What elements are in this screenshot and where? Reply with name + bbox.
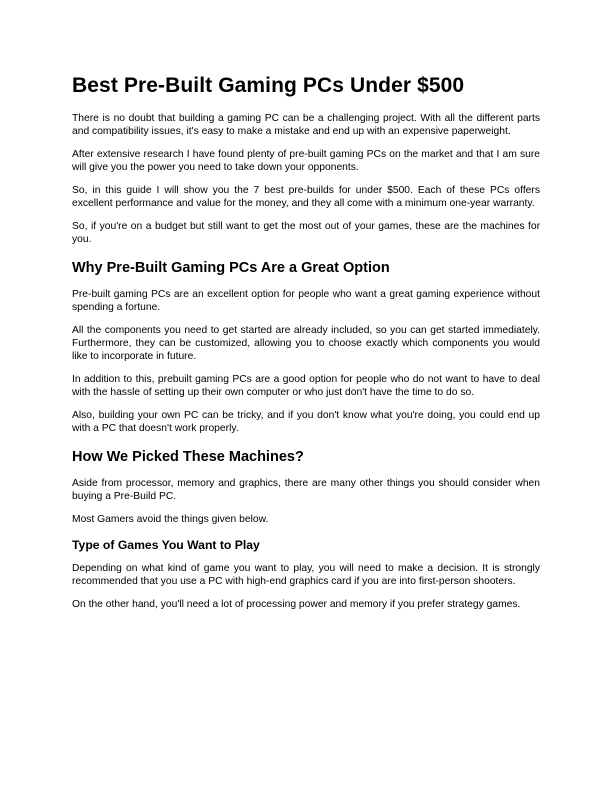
page-title: Best Pre-Built Gaming PCs Under $500 xyxy=(72,74,465,97)
article-body xyxy=(72,112,540,621)
type-paragraph-2: On the other hand, you'll need a lot of processing power and memory if you prefer strategy games. xyxy=(72,599,521,610)
intro-paragraph-1: There is no doubt that building a gaming PC can be a challenging project. With all the different parts and compatibility issues, it's easy to make a mistake and end up with an expensive paperweight. xyxy=(72,113,540,137)
why-paragraph-3: In addition to this, prebuilt gaming PCs are a good option for people who do not want to have to deal with the hassle of setting up their own computer or who just don't have the time to do so. xyxy=(72,374,540,398)
subsection-heading-type: Type of Games You Want to Play xyxy=(72,538,260,552)
intro-paragraph-2: After extensive research I have found plenty of pre-built gaming PCs on the market and that I am sure will give you the power you need to take down your opponents. xyxy=(72,149,540,173)
why-paragraph-1: Pre-built gaming PCs are an excellent option for people who want a great gaming experience without spending a fortune. xyxy=(72,289,540,313)
section-heading-how: How We Picked These Machines? xyxy=(72,449,304,465)
intro-paragraph-3: So, in this guide I will show you the 7 best pre-builds for under $500. Each of these PCs offers excellent performance and value for the money, and they all come with a minimum one-year warranty. xyxy=(72,185,540,209)
why-paragraph-4: Also, building your own PC can be tricky, and if you don't know what you're doing, you could end up with a PC that doesn't work properly. xyxy=(72,410,540,434)
intro-paragraph-4: So, if you're on a budget but still want to get the most out of your games, these are the machines for you. xyxy=(72,221,540,245)
why-paragraph-2: All the components you need to get started are already included, so you can get started immediately. Furthermore, they can be customized, allowing you to choose exactly which components you would like to incorporate in future. xyxy=(72,325,540,362)
how-paragraph-1: Aside from processor, memory and graphics, there are many other things you should consider when buying a Pre-Build PC. xyxy=(72,478,540,502)
section-heading-why: Why Pre-Built Gaming PCs Are a Great Option xyxy=(72,260,390,276)
how-paragraph-2: Most Gamers avoid the things given below. xyxy=(72,514,269,525)
type-paragraph-1: Depending on what kind of game you want to play, you will need to make a decision. It is strongly recommended that you use a PC with high-end graphics card if you are into first-person shooters. xyxy=(72,563,540,587)
